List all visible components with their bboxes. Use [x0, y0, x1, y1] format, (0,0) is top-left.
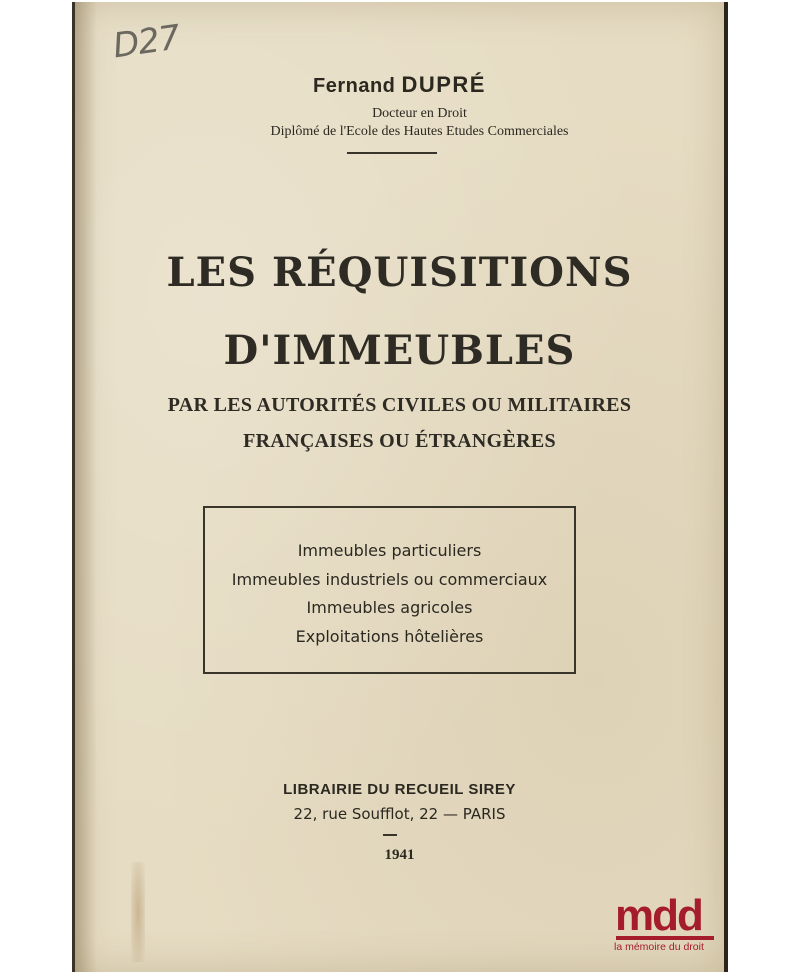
divider-rule: [347, 152, 437, 154]
author-name: [75, 72, 724, 98]
author-credentials: [75, 105, 724, 141]
publisher-name: LIBRAIRIE DU RECUEIL SIREY: [283, 781, 516, 798]
publisher-block: [75, 778, 724, 826]
degree-line-2: Diplômé de l'Ecole des Hautes Etudes Commerciales: [270, 124, 569, 139]
publisher-address: 22, rue Soufflot, 22 — PARIS: [293, 805, 506, 823]
subtitle-line-2: FRANÇAISES OU ÉTRANGÈRES: [243, 430, 556, 452]
title-line-2: D'IMMEUBLES: [223, 327, 576, 374]
logo-caption: la mémoire du droit: [614, 941, 704, 953]
book-subtitle: [75, 387, 724, 459]
small-dash: [383, 834, 397, 836]
mdd-logo-letters: mdd: [615, 892, 702, 936]
topics-box: [203, 506, 576, 674]
topic-item: Immeubles agricoles: [306, 598, 473, 617]
subtitle-line-1: PAR LES AUTORITÉS CIVILES OU MILITAIRES: [167, 394, 632, 416]
degree-line-1: Docteur en Droit: [372, 106, 467, 121]
topic-item: Immeubles particuliers: [297, 541, 482, 560]
publication-year: 1941: [384, 847, 415, 863]
logo-bar: [616, 936, 714, 940]
spine-shadow: [75, 2, 97, 972]
topic-item: Exploitations hôtelières: [295, 626, 484, 646]
book-cover: [72, 2, 728, 972]
topic-item: Immeubles industriels ou commerciaux: [231, 569, 548, 589]
author-firstname: Fernand: [313, 75, 396, 97]
author-surname: DUPRÉ: [401, 72, 486, 97]
mdd-logo-mark: [614, 892, 714, 936]
handwritten-mark: D27: [110, 17, 182, 67]
book-title: [75, 234, 724, 390]
stain-mark: [131, 862, 145, 962]
title-line-1: LES RÉQUISITIONS: [166, 249, 633, 296]
topics-list: [205, 537, 574, 651]
mdd-logo: [614, 892, 724, 962]
